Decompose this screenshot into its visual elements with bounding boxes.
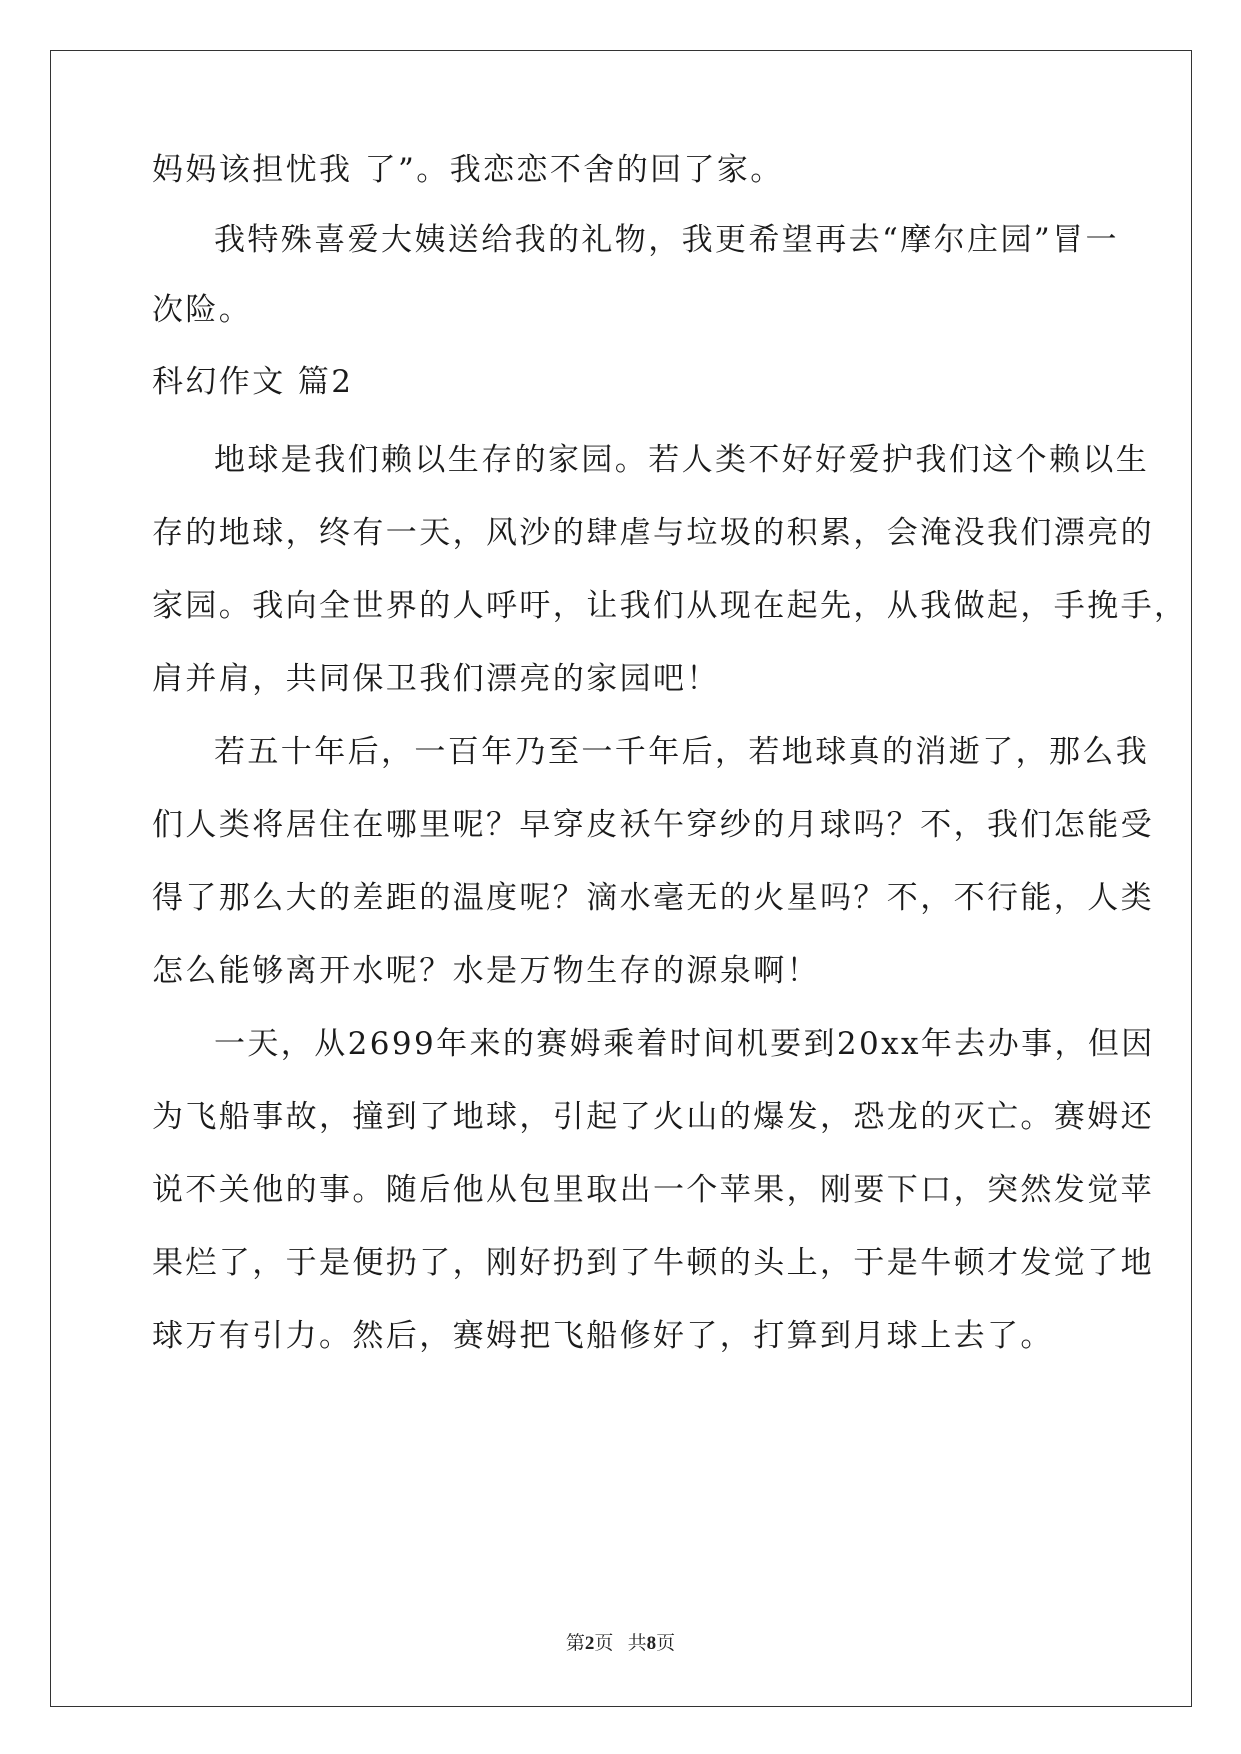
text-line: 球万有引力。然后，赛姆把飞船修好了，打算到月球上去了。 xyxy=(152,1318,1054,1354)
total-pages-number: 8 xyxy=(646,1633,657,1654)
footer-prefix: 第 xyxy=(565,1633,585,1654)
text-line: 一天，从2699年来的赛姆乘着时间机要到20xx年去办事，但因 xyxy=(214,1026,1155,1062)
text-line: 怎么能够离开水呢？水是万物生存的源泉啊！ xyxy=(152,953,820,989)
section-heading: 科幻作文 篇2 xyxy=(152,364,354,400)
text-line: 说不关他的事。随后他从包里取出一个苹果，刚要下口，突然发觉苹 xyxy=(152,1172,1154,1208)
footer-suffix: 页 xyxy=(656,1633,676,1654)
text-line: 为飞船事故，撞到了地球，引起了火山的爆发，恐龙的灭亡。赛姆还 xyxy=(152,1099,1154,1135)
text-line: 存的地球，终有一天，风沙的肆虐与垃圾的积累，会淹没我们漂亮的 xyxy=(152,515,1154,551)
text-line: 们人类将居住在哪里呢？早穿皮袄午穿纱的月球吗？不，我们怎能受 xyxy=(152,807,1154,843)
text-line: 得了那么大的差距的温度呢？滴水毫无的火星吗？不，不行能，人类 xyxy=(152,880,1154,916)
current-page-number: 2 xyxy=(584,1633,595,1654)
text-line: 果烂了，于是便扔了，刚好扔到了牛顿的头上，于是牛顿才发觉了地 xyxy=(152,1245,1154,1281)
text-line: 若五十年后，一百年乃至一千年后，若地球真的消逝了，那么我 xyxy=(214,734,1150,770)
text-line: 我特殊喜爱大姨送给我的礼物，我更希望再去“摩尔庄园”冒一 xyxy=(214,222,1119,258)
text-line: 地球是我们赖以生存的家园。若人类不好好爱护我们这个赖以生 xyxy=(214,442,1150,478)
text-line: 妈妈该担忧我 了”。我恋恋不舍的回了家。 xyxy=(152,152,784,188)
footer-mid: 页 共 xyxy=(594,1633,647,1654)
page-footer xyxy=(0,1628,1241,1655)
text-line: 肩并肩，共同保卫我们漂亮的家园吧！ xyxy=(152,661,720,697)
text-line: 次险。 xyxy=(152,292,253,328)
text-line: 家园。我向全世界的人呼吁，让我们从现在起先，从我做起，手挽手， xyxy=(152,588,1188,624)
